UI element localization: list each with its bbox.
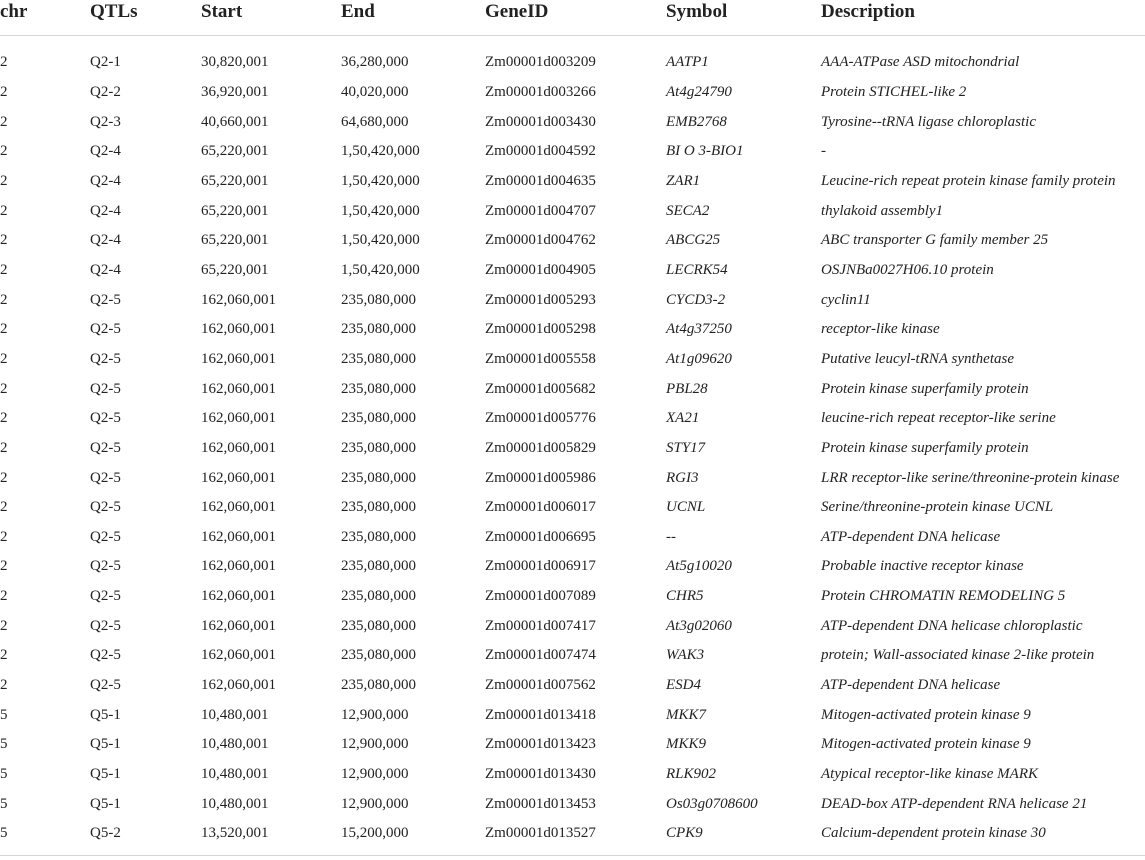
table-bottom-rule [0,849,1145,856]
cell-end: 12,900,000 [341,736,409,753]
cell-chr: 2 [0,528,8,545]
column-header-qtls: QTLs [90,0,138,22]
cell-qtl: Q5-1 [90,736,121,753]
cell-chr: 2 [0,172,8,189]
cell-end: 1,50,420,000 [341,202,420,219]
cell-gene-id: Zm00001d005986 [485,469,596,486]
cell-end: 235,080,000 [341,588,416,605]
table-row [0,641,1145,671]
table-header-row [0,0,1145,36]
cell-symbol: CPK9 [666,825,703,842]
cell-description: DEAD-box ATP-dependent RNA helicase 21 [821,795,1088,812]
cell-description: protein; Wall-associated kinase 2-like protein [821,647,1095,664]
column-header-geneid: GeneID [485,0,549,22]
table-row [0,404,1145,434]
column-header-symbol: Symbol [666,0,728,22]
cell-qtl: Q2-1 [90,54,121,71]
cell-symbol: ZAR1 [666,172,701,189]
cell-description: Probable inactive receptor kinase [821,558,1024,575]
cell-start: 10,480,001 [201,795,269,812]
cell-start: 36,920,001 [201,83,269,100]
cell-description: Protein STICHEL-like 2 [821,83,967,100]
cell-description: cyclin11 [821,291,871,308]
cell-symbol: LECRK54 [666,261,728,278]
cell-description: Leucine-rich repeat protein kinase family protein [821,172,1116,189]
cell-description: Putative leucyl-tRNA synthetase [821,350,1014,367]
cell-description: Tyrosine--tRNA ligase chloroplastic [821,113,1036,130]
cell-start: 162,060,001 [201,677,276,694]
cell-chr: 2 [0,677,8,694]
cell-end: 1,50,420,000 [341,172,420,189]
cell-gene-id: Zm00001d007474 [485,647,596,664]
cell-start: 162,060,001 [201,350,276,367]
cell-chr: 2 [0,410,8,427]
table-row [0,730,1145,760]
cell-chr: 2 [0,617,8,634]
cell-qtl: Q2-5 [90,410,121,427]
cell-gene-id: Zm00001d013430 [485,766,596,783]
table-row [0,315,1145,345]
cell-symbol: MKK7 [666,706,707,723]
cell-end: 64,680,000 [341,113,409,130]
cell-end: 15,200,000 [341,825,409,842]
cell-qtl: Q2-5 [90,350,121,367]
cell-chr: 2 [0,291,8,308]
cell-end: 235,080,000 [341,291,416,308]
cell-gene-id: Zm00001d004905 [485,261,596,278]
cell-qtl: Q2-5 [90,291,121,308]
cell-qtl: Q2-4 [90,202,121,219]
cell-qtl: Q5-1 [90,795,121,812]
cell-start: 162,060,001 [201,588,276,605]
cell-symbol: Os03g0708600 [666,795,758,812]
cell-chr: 2 [0,558,8,575]
cell-start: 65,220,001 [201,202,269,219]
cell-description: Mitogen-activated protein kinase 9 [821,706,1031,723]
cell-qtl: Q2-5 [90,528,121,545]
cell-qtl: Q2-5 [90,380,121,397]
cell-symbol: At4g37250 [666,321,732,338]
cell-start: 13,520,001 [201,825,269,842]
table-body [0,36,1145,849]
cell-chr: 2 [0,143,8,160]
table-row [0,78,1145,108]
cell-symbol: CYCD3-2 [666,291,726,308]
cell-chr: 2 [0,469,8,486]
cell-gene-id: Zm00001d007089 [485,588,596,605]
cell-description: Protein CHROMATIN REMODELING 5 [821,588,1066,605]
table-row [0,434,1145,464]
cell-description: Mitogen-activated protein kinase 9 [821,736,1031,753]
column-header-end: End [341,0,375,22]
cell-gene-id: Zm00001d005298 [485,321,596,338]
cell-symbol: ESD4 [666,677,701,694]
cell-symbol: EMB2768 [666,113,727,130]
cell-end: 12,900,000 [341,766,409,783]
cell-gene-id: Zm00001d013453 [485,795,596,812]
cell-start: 162,060,001 [201,291,276,308]
cell-description: receptor-like kinase [821,321,940,338]
cell-qtl: Q2-5 [90,439,121,456]
cell-chr: 2 [0,232,8,249]
cell-end: 235,080,000 [341,439,416,456]
cell-end: 235,080,000 [341,499,416,516]
cell-symbol: BI O 3-BIO1 [666,143,744,160]
cell-start: 162,060,001 [201,647,276,664]
cell-end: 235,080,000 [341,677,416,694]
cell-symbol: -- [666,528,676,545]
cell-qtl: Q2-5 [90,321,121,338]
cell-qtl: Q2-5 [90,588,121,605]
table-row [0,523,1145,553]
cell-chr: 2 [0,647,8,664]
cell-start: 65,220,001 [201,143,269,160]
cell-description: AAA-ATPase ASD mitochondrial [821,54,1020,71]
cell-end: 235,080,000 [341,647,416,664]
table-row [0,374,1145,404]
cell-qtl: Q5-1 [90,766,121,783]
cell-description: Calcium-dependent protein kinase 30 [821,825,1046,842]
cell-qtl: Q2-4 [90,143,121,160]
cell-qtl: Q2-4 [90,232,121,249]
cell-qtl: Q2-5 [90,558,121,575]
cell-chr: 5 [0,795,8,812]
column-header-chr: chr [0,0,28,22]
cell-qtl: Q5-1 [90,706,121,723]
cell-start: 10,480,001 [201,706,269,723]
cell-gene-id: Zm00001d013527 [485,825,596,842]
cell-end: 235,080,000 [341,469,416,486]
cell-description: ABC transporter G family member 25 [821,232,1049,249]
cell-symbol: MKK9 [666,736,707,753]
cell-end: 235,080,000 [341,380,416,397]
cell-description: Atypical receptor-like kinase MARK [821,766,1038,783]
cell-start: 162,060,001 [201,439,276,456]
cell-start: 162,060,001 [201,410,276,427]
table-row [0,552,1145,582]
cell-start: 10,480,001 [201,766,269,783]
column-header-description: Description [821,0,915,22]
cell-symbol: At5g10020 [666,558,732,575]
cell-description: ATP-dependent DNA helicase [821,528,1001,545]
cell-gene-id: Zm00001d013418 [485,706,596,723]
cell-gene-id: Zm00001d003430 [485,113,596,130]
cell-start: 65,220,001 [201,232,269,249]
cell-start: 65,220,001 [201,172,269,189]
table-row [0,167,1145,197]
cell-gene-id: Zm00001d006017 [485,499,596,516]
cell-symbol: At4g24790 [666,83,732,100]
cell-chr: 2 [0,588,8,605]
column-header-start: Start [201,0,243,22]
cell-end: 235,080,000 [341,558,416,575]
cell-end: 235,080,000 [341,617,416,634]
cell-start: 162,060,001 [201,499,276,516]
cell-start: 162,060,001 [201,528,276,545]
cell-symbol: XA21 [666,410,700,427]
cell-end: 1,50,420,000 [341,232,420,249]
cell-start: 162,060,001 [201,558,276,575]
cell-gene-id: Zm00001d005293 [485,291,596,308]
table-row [0,819,1145,849]
cell-symbol: At1g09620 [666,350,732,367]
cell-symbol: SECA2 [666,202,710,219]
cell-end: 235,080,000 [341,350,416,367]
cell-end: 235,080,000 [341,321,416,338]
cell-gene-id: Zm00001d005682 [485,380,596,397]
table-row [0,611,1145,641]
cell-qtl: Q5-2 [90,825,121,842]
cell-chr: 2 [0,261,8,278]
cell-gene-id: Zm00001d004592 [485,143,596,160]
cell-start: 10,480,001 [201,736,269,753]
cell-description: OSJNBa0027H06.10 protein [821,261,994,278]
cell-end: 1,50,420,000 [341,143,420,160]
table-row [0,48,1145,78]
cell-symbol: RGI3 [666,469,699,486]
cell-gene-id: Zm00001d006695 [485,528,596,545]
cell-chr: 2 [0,380,8,397]
cell-gene-id: Zm00001d005776 [485,410,596,427]
cell-symbol: WAK3 [666,647,705,664]
cell-start: 162,060,001 [201,617,276,634]
cell-gene-id: Zm00001d004707 [485,202,596,219]
table-row [0,700,1145,730]
cell-qtl: Q2-5 [90,647,121,664]
cell-start: 162,060,001 [201,321,276,338]
cell-gene-id: Zm00001d005558 [485,350,596,367]
cell-end: 12,900,000 [341,795,409,812]
table-row [0,226,1145,256]
cell-symbol: AATP1 [666,54,709,71]
cell-chr: 2 [0,350,8,367]
cell-description: ATP-dependent DNA helicase chloroplastic [821,617,1083,634]
cell-start: 40,660,001 [201,113,269,130]
table-row [0,256,1145,286]
cell-qtl: Q2-5 [90,617,121,634]
table-row [0,345,1145,375]
cell-gene-id: Zm00001d006917 [485,558,596,575]
table-row [0,285,1145,315]
cell-qtl: Q2-2 [90,83,121,100]
cell-qtl: Q2-5 [90,469,121,486]
cell-gene-id: Zm00001d007417 [485,617,596,634]
cell-start: 162,060,001 [201,380,276,397]
cell-gene-id: Zm00001d004762 [485,232,596,249]
cell-chr: 2 [0,54,8,71]
table-row [0,760,1145,790]
cell-symbol: UCNL [666,499,706,516]
cell-description: LRR receptor-like serine/threonine-protein kinase [821,469,1120,486]
cell-symbol: CHR5 [666,588,704,605]
cell-chr: 5 [0,766,8,783]
cell-gene-id: Zm00001d004635 [485,172,596,189]
cell-end: 235,080,000 [341,410,416,427]
table-row [0,196,1145,226]
cell-chr: 5 [0,706,8,723]
cell-chr: 2 [0,83,8,100]
cell-gene-id: Zm00001d003266 [485,83,596,100]
table-row [0,137,1145,167]
cell-symbol: RLK902 [666,766,717,783]
cell-chr: 2 [0,439,8,456]
cell-start: 65,220,001 [201,261,269,278]
cell-gene-id: Zm00001d003209 [485,54,596,71]
cell-description: thylakoid assembly1 [821,202,944,219]
cell-end: 1,50,420,000 [341,261,420,278]
cell-description: - [821,143,826,160]
table-row [0,789,1145,819]
table-row [0,671,1145,701]
cell-symbol: ABCG25 [666,232,721,249]
table-row [0,107,1145,137]
cell-chr: 2 [0,202,8,219]
cell-qtl: Q2-5 [90,499,121,516]
cell-qtl: Q2-5 [90,677,121,694]
cell-chr: 5 [0,825,8,842]
cell-description: Protein kinase superfamily protein [821,439,1029,456]
cell-start: 162,060,001 [201,469,276,486]
cell-gene-id: Zm00001d013423 [485,736,596,753]
cell-description: ATP-dependent DNA helicase [821,677,1001,694]
cell-symbol: STY17 [666,439,706,456]
cell-symbol: PBL28 [666,380,708,397]
cell-gene-id: Zm00001d005829 [485,439,596,456]
cell-gene-id: Zm00001d007562 [485,677,596,694]
cell-qtl: Q2-4 [90,261,121,278]
cell-qtl: Q2-4 [90,172,121,189]
cell-description: Protein kinase superfamily protein [821,380,1029,397]
table-row [0,493,1145,523]
cell-symbol: At3g02060 [666,617,732,634]
cell-chr: 2 [0,499,8,516]
cell-end: 36,280,000 [341,54,409,71]
table-row [0,582,1145,612]
cell-end: 12,900,000 [341,706,409,723]
cell-chr: 2 [0,113,8,130]
cell-description: leucine-rich repeat receptor-like serine [821,410,1056,427]
cell-qtl: Q2-3 [90,113,121,130]
cell-end: 235,080,000 [341,528,416,545]
cell-description: Serine/threonine-protein kinase UCNL [821,499,1054,516]
cell-chr: 5 [0,736,8,753]
cell-start: 30,820,001 [201,54,269,71]
cell-end: 40,020,000 [341,83,409,100]
table-row [0,463,1145,493]
cell-chr: 2 [0,321,8,338]
header-spacer [0,36,1145,49]
